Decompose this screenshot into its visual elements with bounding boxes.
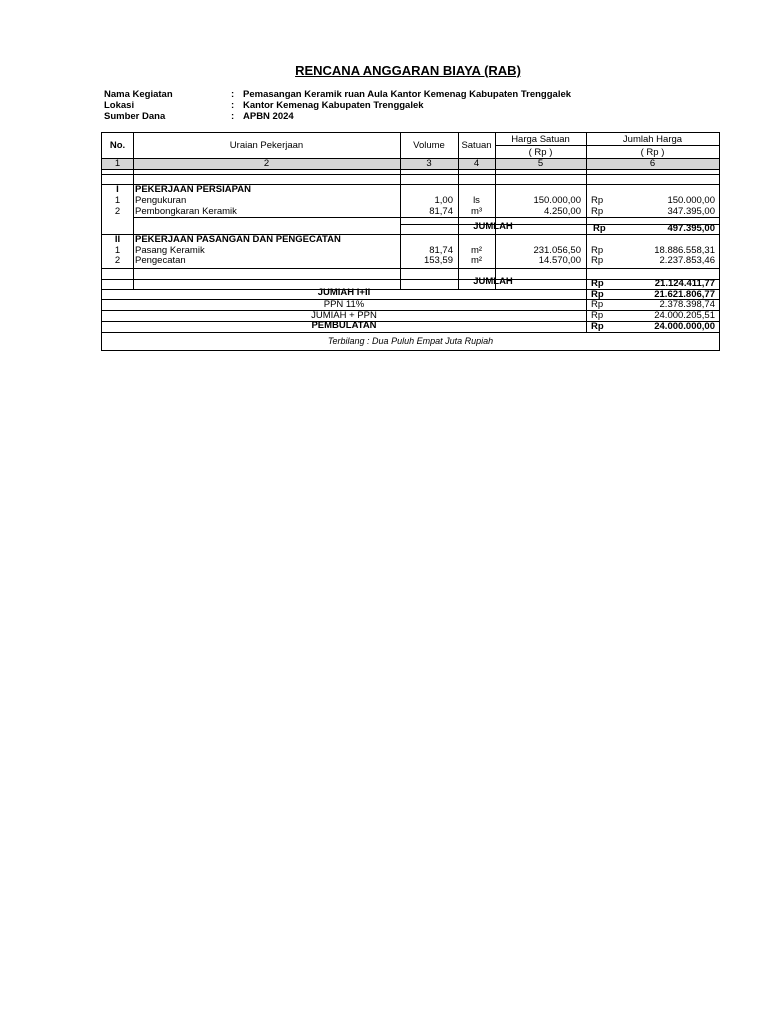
- item-price: 14.570,00: [538, 255, 581, 266]
- item-unit: m³: [470, 206, 483, 217]
- section-roman: I: [116, 184, 119, 195]
- row-divider: [102, 169, 719, 170]
- section-title: PEKERJAAN PASANGAN DAN PENGECATAN: [135, 234, 341, 245]
- document-title: RENCANA ANGGARAN BIAYA (RAB): [295, 63, 521, 78]
- row-divider: [495, 145, 719, 146]
- header-no: No.: [109, 140, 126, 151]
- item-no: 1: [114, 195, 121, 206]
- summary-value: 24.000.205,51: [654, 310, 715, 321]
- summary-label: JUMIAH I+II: [317, 287, 371, 298]
- info-row-sumber-dana: [104, 111, 571, 122]
- item-unit: m²: [470, 245, 483, 256]
- item-no: 2: [114, 206, 121, 217]
- project-info: [104, 89, 571, 122]
- item-rp: Rp: [591, 206, 604, 217]
- summary-rp: Rp: [591, 310, 604, 321]
- summary-label: PEMBULATAN: [311, 320, 377, 331]
- subtotal-rp: Rp: [591, 278, 604, 289]
- info-colon: :: [231, 89, 235, 100]
- summary-value: 21.621.806,77: [654, 289, 715, 300]
- column-number: 1: [114, 158, 121, 169]
- info-value: Kantor Kemenag Kabupaten Trenggalek: [243, 100, 424, 111]
- item-no: 2: [114, 255, 121, 266]
- item-total: 347.395,00: [667, 206, 715, 217]
- row-divider: [102, 332, 719, 333]
- header-harga-satuan-unit: ( Rp ): [528, 147, 553, 158]
- item-desc: Pembongkaran Keramik: [135, 206, 237, 217]
- item-volume: 1,00: [434, 195, 453, 206]
- item-no: 1: [114, 245, 121, 256]
- summary-rp: Rp: [591, 321, 604, 332]
- item-desc: Pengukuran: [135, 195, 187, 206]
- info-label: Lokasi: [104, 100, 135, 111]
- item-price: 4.250,00: [544, 206, 581, 217]
- section-title: PEKERJAAN PERSIAPAN: [135, 184, 251, 195]
- header-uraian: Uraian Pekerjaan: [229, 140, 304, 151]
- item-total: 18.886.558,31: [654, 245, 715, 256]
- item-total: 150.000,00: [667, 195, 715, 206]
- item-rp: Rp: [591, 195, 604, 206]
- col-divider: [133, 133, 134, 289]
- item-price: 150.000,00: [533, 195, 581, 206]
- rab-table: [101, 132, 720, 351]
- summary-value: 2.378.398,74: [659, 299, 715, 310]
- header-satuan: Satuan: [461, 140, 492, 151]
- summary-rp: Rp: [591, 289, 604, 300]
- item-unit: m²: [470, 255, 483, 266]
- column-number: 4: [473, 158, 480, 169]
- item-price: 231.056,50: [533, 245, 581, 256]
- info-label: Nama Kegiatan: [104, 89, 173, 100]
- header-volume: Volume: [413, 140, 445, 151]
- column-number: 2: [263, 158, 270, 169]
- summary-rp: Rp: [591, 299, 604, 310]
- subtotal-rp: Rp: [593, 223, 606, 234]
- item-unit: ls: [473, 195, 480, 206]
- info-colon: :: [231, 111, 235, 122]
- subtotal-value: 21.124.411,77: [654, 278, 715, 289]
- row-divider: [102, 174, 719, 175]
- row-divider: [102, 268, 719, 269]
- header-harga-satuan: Harga Satuan: [511, 134, 570, 145]
- column-number: 5: [537, 158, 544, 169]
- column-number: 3: [426, 158, 432, 169]
- terbilang-text: Terbilang : Dua Puluh Empat Juta Rupiah: [327, 336, 494, 346]
- column-number: 6: [649, 158, 656, 169]
- info-value: APBN 2024: [243, 111, 294, 122]
- summary-label: JUMIAH + PPN: [311, 310, 377, 321]
- info-row-lokasi: [104, 100, 571, 111]
- item-desc: Pengecatan: [135, 255, 186, 266]
- item-volume: 81,74: [429, 206, 453, 217]
- header-jumlah-harga-unit: ( Rp ): [640, 147, 665, 158]
- item-rp: Rp: [591, 245, 604, 256]
- subtotal-label: JUMLAH: [473, 276, 513, 287]
- subtotal-label: JUMLAH: [473, 221, 513, 232]
- info-value: Pemasangan Keramik ruan Aula Kantor Kemenag Kabupaten Trenggalek: [243, 89, 572, 100]
- subtotal-value: 497.395,00: [667, 223, 715, 234]
- info-row-kegiatan: [104, 89, 571, 100]
- item-volume: 153,59: [423, 255, 453, 266]
- summary-value: 24.000.000,00: [654, 321, 715, 332]
- row-divider: [133, 217, 719, 218]
- item-total: 2.237.853,46: [659, 255, 715, 266]
- summary-label: PPN 11%: [323, 299, 365, 310]
- header-jumlah-harga: Jumlah Harga: [622, 134, 683, 145]
- item-volume: 81,74: [429, 245, 453, 256]
- item-desc: Pasang Keramik: [135, 245, 205, 256]
- info-label: Sumber Dana: [104, 111, 166, 122]
- info-colon: :: [231, 100, 235, 111]
- item-rp: Rp: [591, 255, 604, 266]
- section-roman: II: [114, 234, 121, 245]
